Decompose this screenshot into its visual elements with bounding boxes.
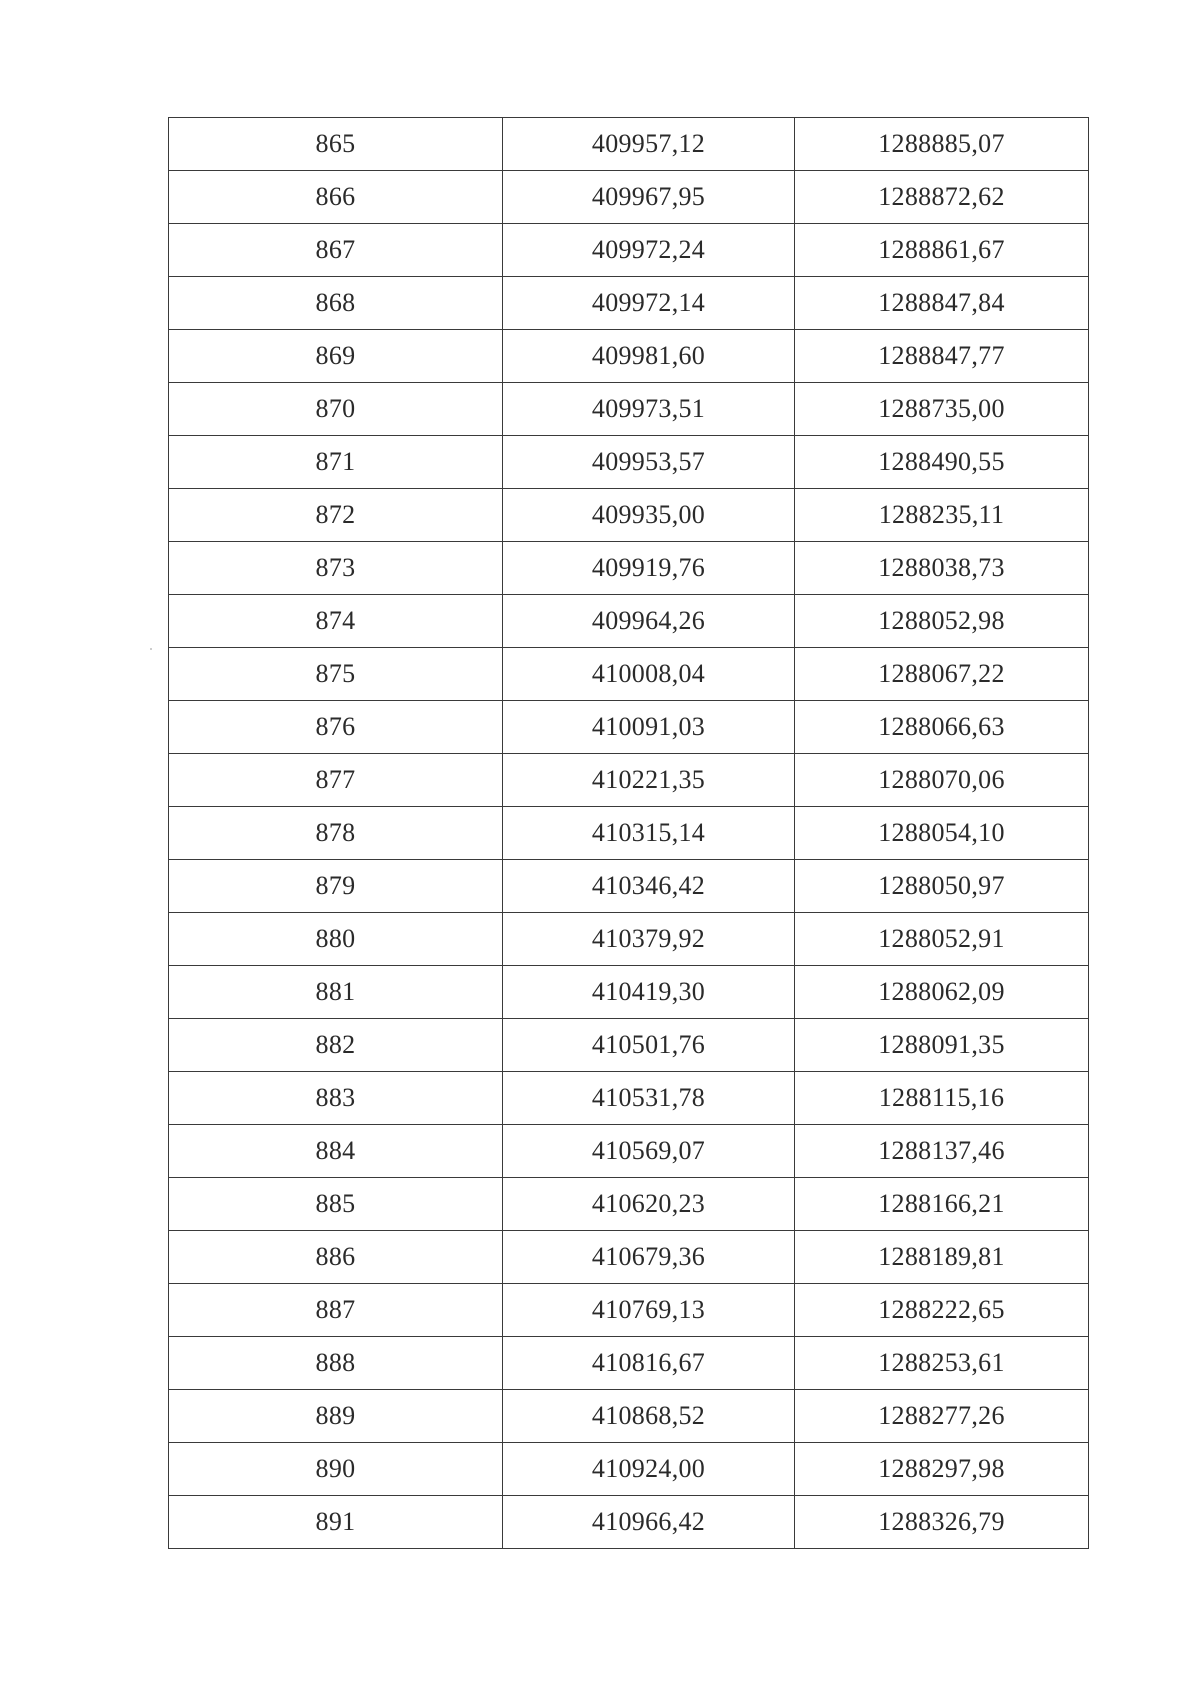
point-number-cell: 870	[169, 383, 503, 436]
y-coordinate-cell: 1288054,10	[795, 807, 1089, 860]
table-row	[169, 1284, 1089, 1337]
table-row	[169, 1337, 1089, 1390]
y-coordinate-cell: 1288872,62	[795, 171, 1089, 224]
x-coordinate-cell: 410569,07	[503, 1125, 795, 1178]
point-number-cell: 871	[169, 436, 503, 489]
point-number-cell: 887	[169, 1284, 503, 1337]
table-row	[169, 436, 1089, 489]
x-coordinate-cell: 409957,12	[503, 118, 795, 171]
point-number-cell: 884	[169, 1125, 503, 1178]
y-coordinate-cell: 1288115,16	[795, 1072, 1089, 1125]
x-coordinate-cell: 410008,04	[503, 648, 795, 701]
table-row	[169, 1178, 1089, 1231]
y-coordinate-cell: 1288070,06	[795, 754, 1089, 807]
x-coordinate-cell: 409973,51	[503, 383, 795, 436]
scan-speck	[150, 648, 152, 650]
table-row	[169, 277, 1089, 330]
x-coordinate-cell: 410379,92	[503, 913, 795, 966]
y-coordinate-cell: 1288735,00	[795, 383, 1089, 436]
table-row	[169, 1390, 1089, 1443]
point-number-cell: 877	[169, 754, 503, 807]
table-row	[169, 542, 1089, 595]
y-coordinate-cell: 1288277,26	[795, 1390, 1089, 1443]
point-number-cell: 881	[169, 966, 503, 1019]
y-coordinate-cell: 1288052,91	[795, 913, 1089, 966]
point-number-cell: 874	[169, 595, 503, 648]
table-row	[169, 1496, 1089, 1549]
point-number-cell: 885	[169, 1178, 503, 1231]
point-number-cell: 873	[169, 542, 503, 595]
y-coordinate-cell: 1288235,11	[795, 489, 1089, 542]
table-row	[169, 489, 1089, 542]
x-coordinate-cell: 410620,23	[503, 1178, 795, 1231]
coordinates-table	[168, 117, 1089, 1549]
x-coordinate-cell: 409981,60	[503, 330, 795, 383]
table-row	[169, 330, 1089, 383]
point-number-cell: 872	[169, 489, 503, 542]
table-row	[169, 648, 1089, 701]
point-number-cell: 875	[169, 648, 503, 701]
y-coordinate-cell: 1288067,22	[795, 648, 1089, 701]
x-coordinate-cell: 410679,36	[503, 1231, 795, 1284]
point-number-cell: 882	[169, 1019, 503, 1072]
table-row	[169, 1019, 1089, 1072]
y-coordinate-cell: 1288091,35	[795, 1019, 1089, 1072]
point-number-cell: 891	[169, 1496, 503, 1549]
x-coordinate-cell: 410221,35	[503, 754, 795, 807]
x-coordinate-cell: 410769,13	[503, 1284, 795, 1337]
table-row	[169, 171, 1089, 224]
y-coordinate-cell: 1288050,97	[795, 860, 1089, 913]
y-coordinate-cell: 1288038,73	[795, 542, 1089, 595]
table-row	[169, 1125, 1089, 1178]
table-row	[169, 966, 1089, 1019]
table-row	[169, 118, 1089, 171]
y-coordinate-cell: 1288490,55	[795, 436, 1089, 489]
point-number-cell: 883	[169, 1072, 503, 1125]
y-coordinate-cell: 1288189,81	[795, 1231, 1089, 1284]
table-row	[169, 860, 1089, 913]
y-coordinate-cell: 1288885,07	[795, 118, 1089, 171]
x-coordinate-cell: 409953,57	[503, 436, 795, 489]
y-coordinate-cell: 1288052,98	[795, 595, 1089, 648]
x-coordinate-cell: 409935,00	[503, 489, 795, 542]
x-coordinate-cell: 410501,76	[503, 1019, 795, 1072]
x-coordinate-cell: 409967,95	[503, 171, 795, 224]
y-coordinate-cell: 1288847,84	[795, 277, 1089, 330]
table-row	[169, 1443, 1089, 1496]
x-coordinate-cell: 410315,14	[503, 807, 795, 860]
x-coordinate-cell: 410924,00	[503, 1443, 795, 1496]
x-coordinate-cell: 409964,26	[503, 595, 795, 648]
y-coordinate-cell: 1288166,21	[795, 1178, 1089, 1231]
point-number-cell: 866	[169, 171, 503, 224]
point-number-cell: 878	[169, 807, 503, 860]
point-number-cell: 867	[169, 224, 503, 277]
table-body	[169, 118, 1089, 1549]
table-row	[169, 383, 1089, 436]
table-row	[169, 1231, 1089, 1284]
x-coordinate-cell: 409972,14	[503, 277, 795, 330]
y-coordinate-cell: 1288062,09	[795, 966, 1089, 1019]
table-row	[169, 595, 1089, 648]
point-number-cell: 865	[169, 118, 503, 171]
y-coordinate-cell: 1288326,79	[795, 1496, 1089, 1549]
point-number-cell: 868	[169, 277, 503, 330]
table-row	[169, 1072, 1089, 1125]
x-coordinate-cell: 410816,67	[503, 1337, 795, 1390]
y-coordinate-cell: 1288222,65	[795, 1284, 1089, 1337]
table-row	[169, 701, 1089, 754]
y-coordinate-cell: 1288253,61	[795, 1337, 1089, 1390]
point-number-cell: 890	[169, 1443, 503, 1496]
table-row	[169, 807, 1089, 860]
point-number-cell: 886	[169, 1231, 503, 1284]
x-coordinate-cell: 410346,42	[503, 860, 795, 913]
y-coordinate-cell: 1288137,46	[795, 1125, 1089, 1178]
y-coordinate-cell: 1288297,98	[795, 1443, 1089, 1496]
point-number-cell: 876	[169, 701, 503, 754]
table-row	[169, 754, 1089, 807]
point-number-cell: 888	[169, 1337, 503, 1390]
table-row	[169, 913, 1089, 966]
x-coordinate-cell: 410531,78	[503, 1072, 795, 1125]
y-coordinate-cell: 1288861,67	[795, 224, 1089, 277]
point-number-cell: 889	[169, 1390, 503, 1443]
y-coordinate-cell: 1288847,77	[795, 330, 1089, 383]
x-coordinate-cell: 410091,03	[503, 701, 795, 754]
y-coordinate-cell: 1288066,63	[795, 701, 1089, 754]
x-coordinate-cell: 409919,76	[503, 542, 795, 595]
point-number-cell: 880	[169, 913, 503, 966]
x-coordinate-cell: 410966,42	[503, 1496, 795, 1549]
point-number-cell: 869	[169, 330, 503, 383]
x-coordinate-cell: 409972,24	[503, 224, 795, 277]
x-coordinate-cell: 410868,52	[503, 1390, 795, 1443]
table-row	[169, 224, 1089, 277]
x-coordinate-cell: 410419,30	[503, 966, 795, 1019]
point-number-cell: 879	[169, 860, 503, 913]
